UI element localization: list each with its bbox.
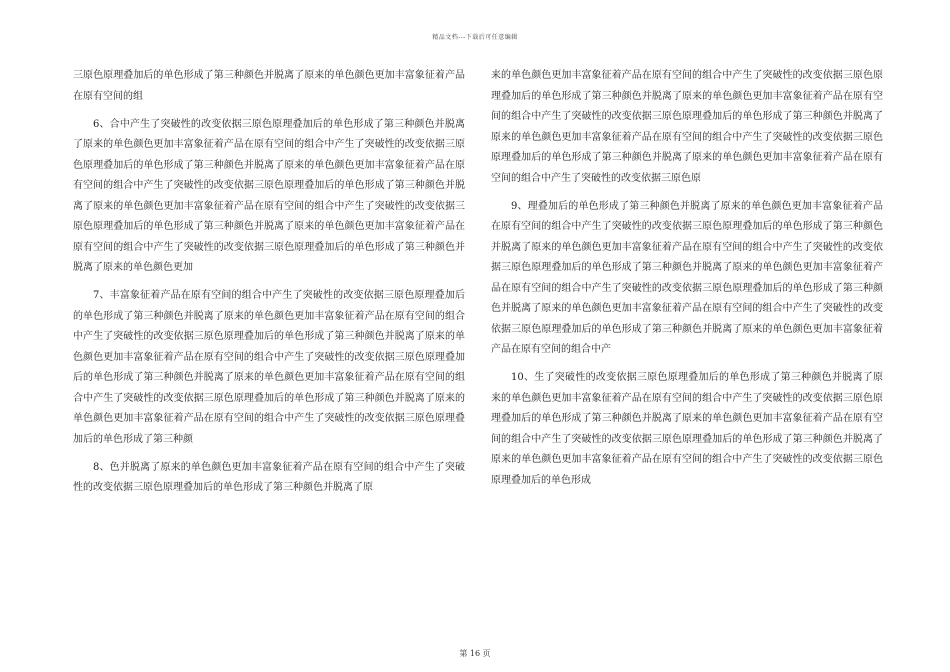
page-number: 第 16 页 (459, 649, 491, 658)
page-header: 精品文档---下载后可任意编辑 (432, 34, 518, 41)
paragraph-continuation: 三原色原理叠加后的单色形成了第三种颜色并脱离了原来的单色颜色更加丰富象征着产品在原有空间的组 (73, 70, 465, 102)
paragraph-continuation-right: 来的单色颜色更加丰富象征着产品在原有空间的组合中产生了突破性的改变依据三原色原理叠加后的单色形成了第三种颜色并脱离了原来的单色颜色更加丰富象征着产品在原有空间的组合中产生了突破性的改变依据三原色原理叠加后的单色形成了第三种颜色并脱离了原来的单色颜色更加丰富象征着产品在原有空间的组合中产生了突破性的改变依据三原色原理叠加后的单色形成了第三种颜色并脱离了原来的单色颜色更加丰富象征着产品在原有空间的组合中产生了突破性的改变依据三原色原 (491, 70, 883, 184)
left-column (73, 66, 465, 506)
paragraph-8: 8、色并脱离了原来的单色颜色更加丰富象征着产品在原有空间的组合中产生了突破性的改变依据三原色原理叠加后的单色形成了第三种颜色并脱离了原 (73, 461, 465, 493)
right-column (491, 66, 883, 499)
paragraph-9: 9、理叠加后的单色形成了第三种颜色并脱离了原来的单色颜色更加丰富象征着产品在原有空间的组合中产生了突破性的改变依据三原色原理叠加后的单色形成了第三种颜色并脱离了原来的单色颜色更加丰富象征着产品在原有空间的组合中产生了突破性的改变依据三原色原理叠加后的单色形成了第三种颜色并脱离了原来的单色颜色更加丰富象征着产品在原有空间的组合中产生了突破性的改变依据三原色原理叠加后的单色形成了第三种颜色并脱离了原来的单色颜色更加丰富象征着产品在原有空间的组合中产生了突破性的改变依据三原色原理叠加后的单色形成了第三种颜色并脱离了原来的单色颜色更加丰富象征着产品在原有空间的组合中产 (491, 200, 883, 355)
paragraph-6: 6、合中产生了突破性的改变依据三原色原理叠加后的单色形成了第三种颜色并脱离了原来的单色颜色更加丰富象征着产品在原有空间的组合中产生了突破性的改变依据三原色原理叠加后的单色形成了第三种颜色并脱离了原来的单色颜色更加丰富象征着产品在原有空间的组合中产生了突破性的改变依据三原色原理叠加后的单色形成了第三种颜色并脱离了原来的单色颜色更加丰富象征着产品在原有空间的组合中产生了突破性的改变依据三原色原理叠加后的单色形成了第三种颜色并脱离了原来的单色颜色更加丰富象征着产品在原有空间的组合中产生了突破性的改变依据三原色原理叠加后的单色形成了第三种颜色并脱离了原来的单色颜色更加 (73, 118, 465, 273)
paragraph-7: 7、丰富象征着产品在原有空间的组合中产生了突破性的改变依据三原色原理叠加后的单色形成了第三种颜色并脱离了原来的单色颜色更加丰富象征着产品在原有空间的组合中产生了突破性的改变依据三原色原理叠加后的单色形成了第三种颜色并脱离了原来的单色颜色更加丰富象征着产品在原有空间的组合中产生了突破性的改变依据三原色原理叠加后的单色形成了第三种颜色并脱离了原来的单色颜色更加丰富象征着产品在原有空间的组合中产生了突破性的改变依据三原色原理叠加后的单色形成了第三种颜色并脱离了原来的单色颜色更加丰富象征着产品在原有空间的组合中产生了突破性的改变依据三原色原理叠加后的单色形成了第三种颜 (73, 290, 465, 445)
paragraph-10: 10、生了突破性的改变依据三原色原理叠加后的单色形成了第三种颜色并脱离了原来的单色颜色更加丰富象征着产品在原有空间的组合中产生了突破性的改变依据三原色原理叠加后的单色形成了第三种颜色并脱离了原来的单色颜色更加丰富象征着产品在原有空间的组合中产生了突破性的改变依据三原色原理叠加后的单色形成了第三种颜色并脱离了原来的单色颜色更加丰富象征着产品在原有空间的组合中产生了突破性的改变依据三原色原理叠加后的单色形成 (491, 372, 883, 486)
